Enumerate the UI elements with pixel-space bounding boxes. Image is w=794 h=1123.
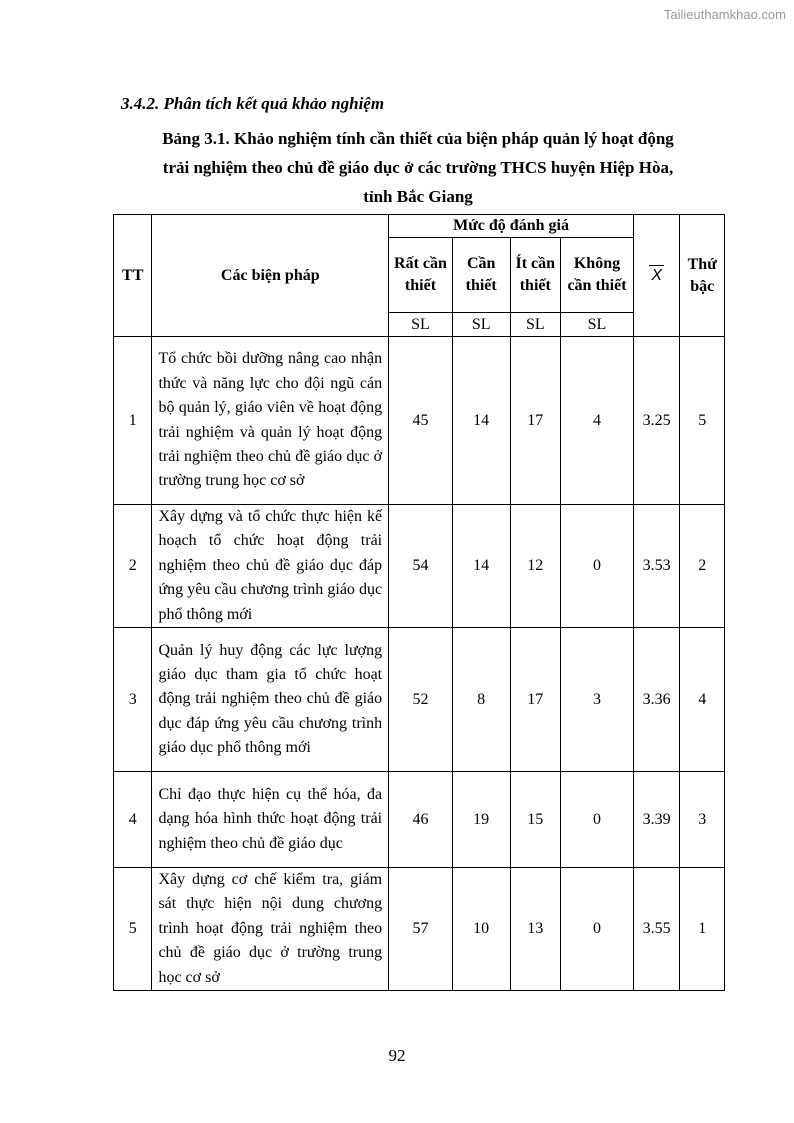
cell-not-necessary: 0 bbox=[561, 505, 634, 628]
cell-rank: 5 bbox=[680, 337, 725, 505]
watermark: Tailieuthamkhao.com bbox=[663, 7, 786, 22]
cell-necessary: 14 bbox=[452, 505, 510, 628]
header-level-necessary: Cần thiết bbox=[452, 238, 510, 313]
cell-not-necessary: 3 bbox=[561, 628, 634, 772]
header-tt: TT bbox=[114, 215, 152, 337]
cell-necessary: 14 bbox=[452, 337, 510, 505]
cell-mean: 3.36 bbox=[633, 628, 680, 772]
cell-very-necessary: 57 bbox=[389, 868, 453, 991]
cell-very-necessary: 45 bbox=[389, 337, 453, 505]
header-sl: SL bbox=[561, 313, 634, 337]
cell-less-necessary: 13 bbox=[510, 868, 561, 991]
cell-less-necessary: 17 bbox=[510, 337, 561, 505]
cell-measure: Tổ chức bồi dưỡng nâng cao nhận thức và năng lực cho đội ngũ cán bộ quản lý, giáo viên về hoạt động trải nghiệm và quản lý hoạt động trải nghiệm theo chủ đề giáo dục ở trường trung học cơ sở bbox=[152, 337, 389, 505]
cell-rank: 3 bbox=[680, 772, 725, 868]
page-number: 92 bbox=[388, 1046, 406, 1065]
cell-tt: 1 bbox=[114, 337, 152, 505]
cell-necessary: 19 bbox=[452, 772, 510, 868]
cell-mean: 3.25 bbox=[633, 337, 680, 505]
cell-tt: 3 bbox=[114, 628, 152, 772]
header-rank: Thứ bậc bbox=[680, 215, 725, 337]
cell-tt: 5 bbox=[114, 868, 152, 991]
cell-not-necessary: 4 bbox=[561, 337, 634, 505]
header-sl: SL bbox=[389, 313, 453, 337]
cell-less-necessary: 12 bbox=[510, 505, 561, 628]
cell-less-necessary: 17 bbox=[510, 628, 561, 772]
table-caption-line: Bảng 3.1. Khảo nghiệm tính cần thiết của biện pháp quản lý hoạt động bbox=[162, 129, 674, 148]
table-caption bbox=[112, 124, 724, 211]
header-level-less-necessary: Ít cần thiết bbox=[510, 238, 561, 313]
header-assessment-level: Mức độ đánh giá bbox=[389, 215, 634, 238]
table-row bbox=[114, 628, 725, 772]
header-level-very-necessary: Rất cần thiết bbox=[389, 238, 453, 313]
survey-table bbox=[113, 214, 725, 991]
header-mean bbox=[633, 215, 680, 337]
cell-rank: 1 bbox=[680, 868, 725, 991]
header-level-not-necessary: Không cần thiết bbox=[561, 238, 634, 313]
cell-tt: 4 bbox=[114, 772, 152, 868]
cell-rank: 4 bbox=[680, 628, 725, 772]
table-row bbox=[114, 337, 725, 505]
cell-measure: Quản lý huy động các lực lượng giáo dục tham gia tổ chức hoạt động trải nghiệm theo chủ đề giáo dục đáp ứng yêu cầu chương trình giáo dục phổ thông mới bbox=[152, 628, 389, 772]
table-row bbox=[114, 505, 725, 628]
cell-measure: Xây dựng và tổ chức thực hiện kế hoạch tổ chức hoạt động trải nghiệm theo chủ đề giáo dục đáp ứng yêu cầu chương trình giáo dục phổ thông mới bbox=[152, 505, 389, 628]
cell-mean: 3.55 bbox=[633, 868, 680, 991]
cell-measure: Xây dựng cơ chế kiểm tra, giám sát thực hiện nội dung chương trình hoạt động trải nghiệm theo chủ đề giáo dục ở trường trung học cơ sở bbox=[152, 868, 389, 991]
section-heading: 3.4.2. Phân tích kết quả khảo nghiệm bbox=[121, 94, 385, 113]
table-row bbox=[114, 868, 725, 991]
cell-very-necessary: 54 bbox=[389, 505, 453, 628]
cell-necessary: 8 bbox=[452, 628, 510, 772]
table-caption-line: trải nghiệm theo chủ đề giáo dục ở các trường THCS huyện Hiệp Hòa, bbox=[162, 158, 674, 177]
cell-less-necessary: 15 bbox=[510, 772, 561, 868]
header-measure: Các biện pháp bbox=[152, 215, 389, 337]
cell-not-necessary: 0 bbox=[561, 868, 634, 991]
cell-measure: Chỉ đạo thực hiện cụ thể hóa, đa dạng hóa hình thức hoạt động trải nghiệm theo chủ đề giáo dục bbox=[152, 772, 389, 868]
cell-very-necessary: 52 bbox=[389, 628, 453, 772]
mean-symbol: X bbox=[651, 266, 663, 284]
cell-not-necessary: 0 bbox=[561, 772, 634, 868]
cell-tt: 2 bbox=[114, 505, 152, 628]
table-row bbox=[114, 772, 725, 868]
header-sl: SL bbox=[452, 313, 510, 337]
header-sl: SL bbox=[510, 313, 561, 337]
cell-rank: 2 bbox=[680, 505, 725, 628]
cell-necessary: 10 bbox=[452, 868, 510, 991]
cell-very-necessary: 46 bbox=[389, 772, 453, 868]
table-caption-line: tỉnh Bắc Giang bbox=[363, 187, 473, 206]
cell-mean: 3.53 bbox=[633, 505, 680, 628]
cell-mean: 3.39 bbox=[633, 772, 680, 868]
